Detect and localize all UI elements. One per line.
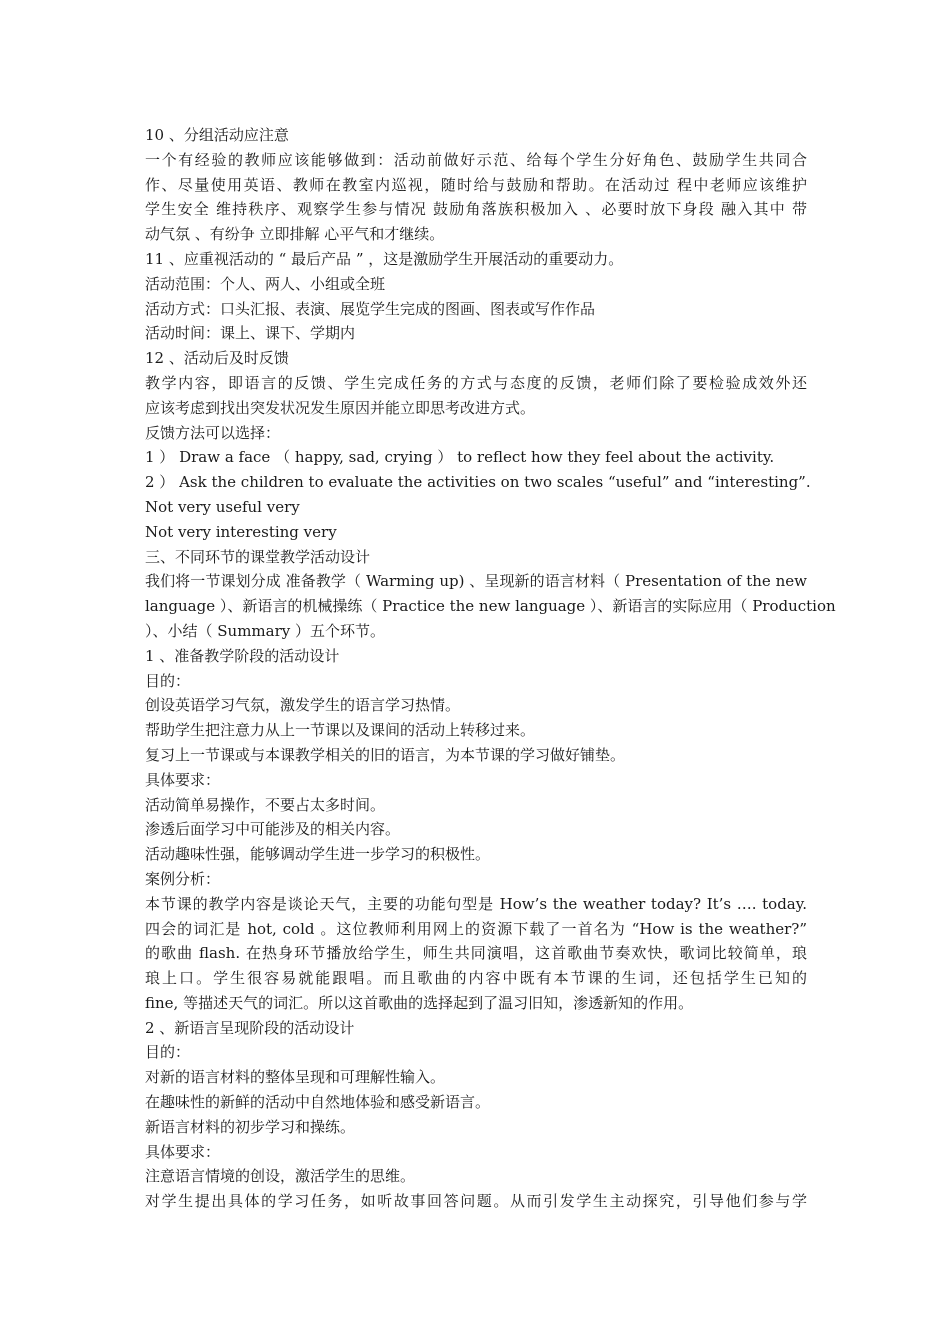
paragraph-line: 对学生提出具体的学习任务，如听故事回答问题。从而引发学生主动探究，引导他们参与学 xyxy=(145,1192,807,1211)
subheading: 1 、准备教学阶段的活动设计 xyxy=(145,646,340,665)
label: 具体要求： xyxy=(145,1142,221,1161)
paragraph-line: 一个有经验的教师应该能够做到：活动前做好示范、给每个学生分好角色、鼓励学生共同合 xyxy=(145,150,807,169)
list-item: 2 ） Ask the children to evaluate the activities on two scales “useful” and “interesting”. xyxy=(145,473,811,492)
label: 目的： xyxy=(145,671,191,690)
paragraph-line: 活动时间：课上、课下、学期内 xyxy=(145,324,356,343)
section-heading: 三、不同环节的课堂教学活动设计 xyxy=(145,547,371,566)
paragraph-line: 我们将一节课划分成 准备教学（ Warming up) 、呈现新的语言材料（ Presentation of the new xyxy=(145,572,807,591)
paragraph-line: fine, 等描述天气的词汇。所以这首歌曲的选择起到了温习旧知，渗透新知的作用。 xyxy=(145,993,694,1012)
label: 具体要求： xyxy=(145,770,221,789)
paragraph-line: 本节课的教学内容是谈论天气，主要的功能句型是 How’s the weather today? It’s …. today. xyxy=(145,894,807,913)
paragraph-line: 帮助学生把注意力从上一节课以及课间的活动上转移过来。 xyxy=(145,721,536,740)
paragraph-line: 在趣味性的新鲜的活动中自然地体验和感受新语言。 xyxy=(145,1093,491,1112)
scale-line: Not very useful very xyxy=(145,497,300,516)
paragraph-line: 动气氛 、有纷争 立即排解 心平气和才继续。 xyxy=(145,225,445,244)
paragraph-line: 作、尽量使用英语、教师在教室内巡视，随时给与鼓励和帮助。在活动过 程中老师应该维护 xyxy=(145,175,807,194)
list-item: 1 ） Draw a face （ happy, sad, crying ） to reflect how they feel about the activity. xyxy=(145,448,775,467)
scale-line: Not very interesting very xyxy=(145,522,337,541)
paragraph-line: 注意语言情境的创设，激活学生的思维。 xyxy=(145,1167,416,1186)
paragraph-line: language ）、新语言的机械操练（ Practice the new language ）、新语言的实际应用（ Production xyxy=(145,597,836,616)
label: 案例分析： xyxy=(145,869,221,888)
paragraph-line: 新语言材料的初步学习和操练。 xyxy=(145,1117,356,1136)
heading-11: 11 、应重视活动的 “ 最后产品 ” ，这是激励学生开展活动的重要动力。 xyxy=(145,249,624,268)
paragraph-line: 创设英语学习气氛，激发学生的语言学习热情。 xyxy=(145,696,461,715)
paragraph-line: 的歌曲 flash. 在热身环节播放给学生，师生共同演唱，这首歌曲节奏欢快，歌词比较简单，琅 xyxy=(145,944,807,963)
paragraph-line: 渗透后面学习中可能涉及的相关内容。 xyxy=(145,820,401,839)
paragraph-line: 对新的语言材料的整体呈现和可理解性输入。 xyxy=(145,1068,446,1087)
paragraph-line: 学生安全 维持秩序、观察学生参与情况 鼓励角落族积极加入 、必要时放下身段 融入其中 带 xyxy=(145,200,807,219)
paragraph-line: 活动方式：口头汇报、表演、展览学生完成的图画、图表或写作作品 xyxy=(145,299,596,318)
paragraph-line: 反馈方法可以选择： xyxy=(145,423,281,442)
paragraph-line: 应该考虑到找出突发状况发生原因并能立即思考改进方式。 xyxy=(145,398,536,417)
document-page xyxy=(145,123,836,1214)
subheading: 2 、新语言呈现阶段的活动设计 xyxy=(145,1018,355,1037)
paragraph-line: 四会的词汇是 hot, cold 。这位教师利用网上的资源下载了一首名为 “How is the weather?” xyxy=(145,919,807,938)
paragraph-line: ）、小结（ Summary ）五个环节。 xyxy=(145,621,386,640)
paragraph-line: 琅上口。学生很容易就能跟唱。而且歌曲的内容中既有本节课的生词，还包括学生已知的 xyxy=(145,969,807,988)
paragraph-line: 复习上一节课或与本课教学相关的旧的语言，为本节课的学习做好铺垫。 xyxy=(145,745,626,764)
paragraph-line: 活动范围：个人、两人、小组或全班 xyxy=(145,274,386,293)
label: 目的： xyxy=(145,1043,191,1062)
heading-12: 12 、活动后及时反馈 xyxy=(145,349,289,368)
paragraph-line: 活动简单易操作，不要占太多时间。 xyxy=(145,795,386,814)
paragraph-line: 活动趣味性强，能够调动学生进一步学习的积极性。 xyxy=(145,845,491,864)
paragraph-line: 教学内容，即语言的反馈、学生完成任务的方式与态度的反馈，老师们除了要检验成效外还 xyxy=(145,373,807,392)
heading-10: 10 、分组活动应注意 xyxy=(145,126,289,144)
